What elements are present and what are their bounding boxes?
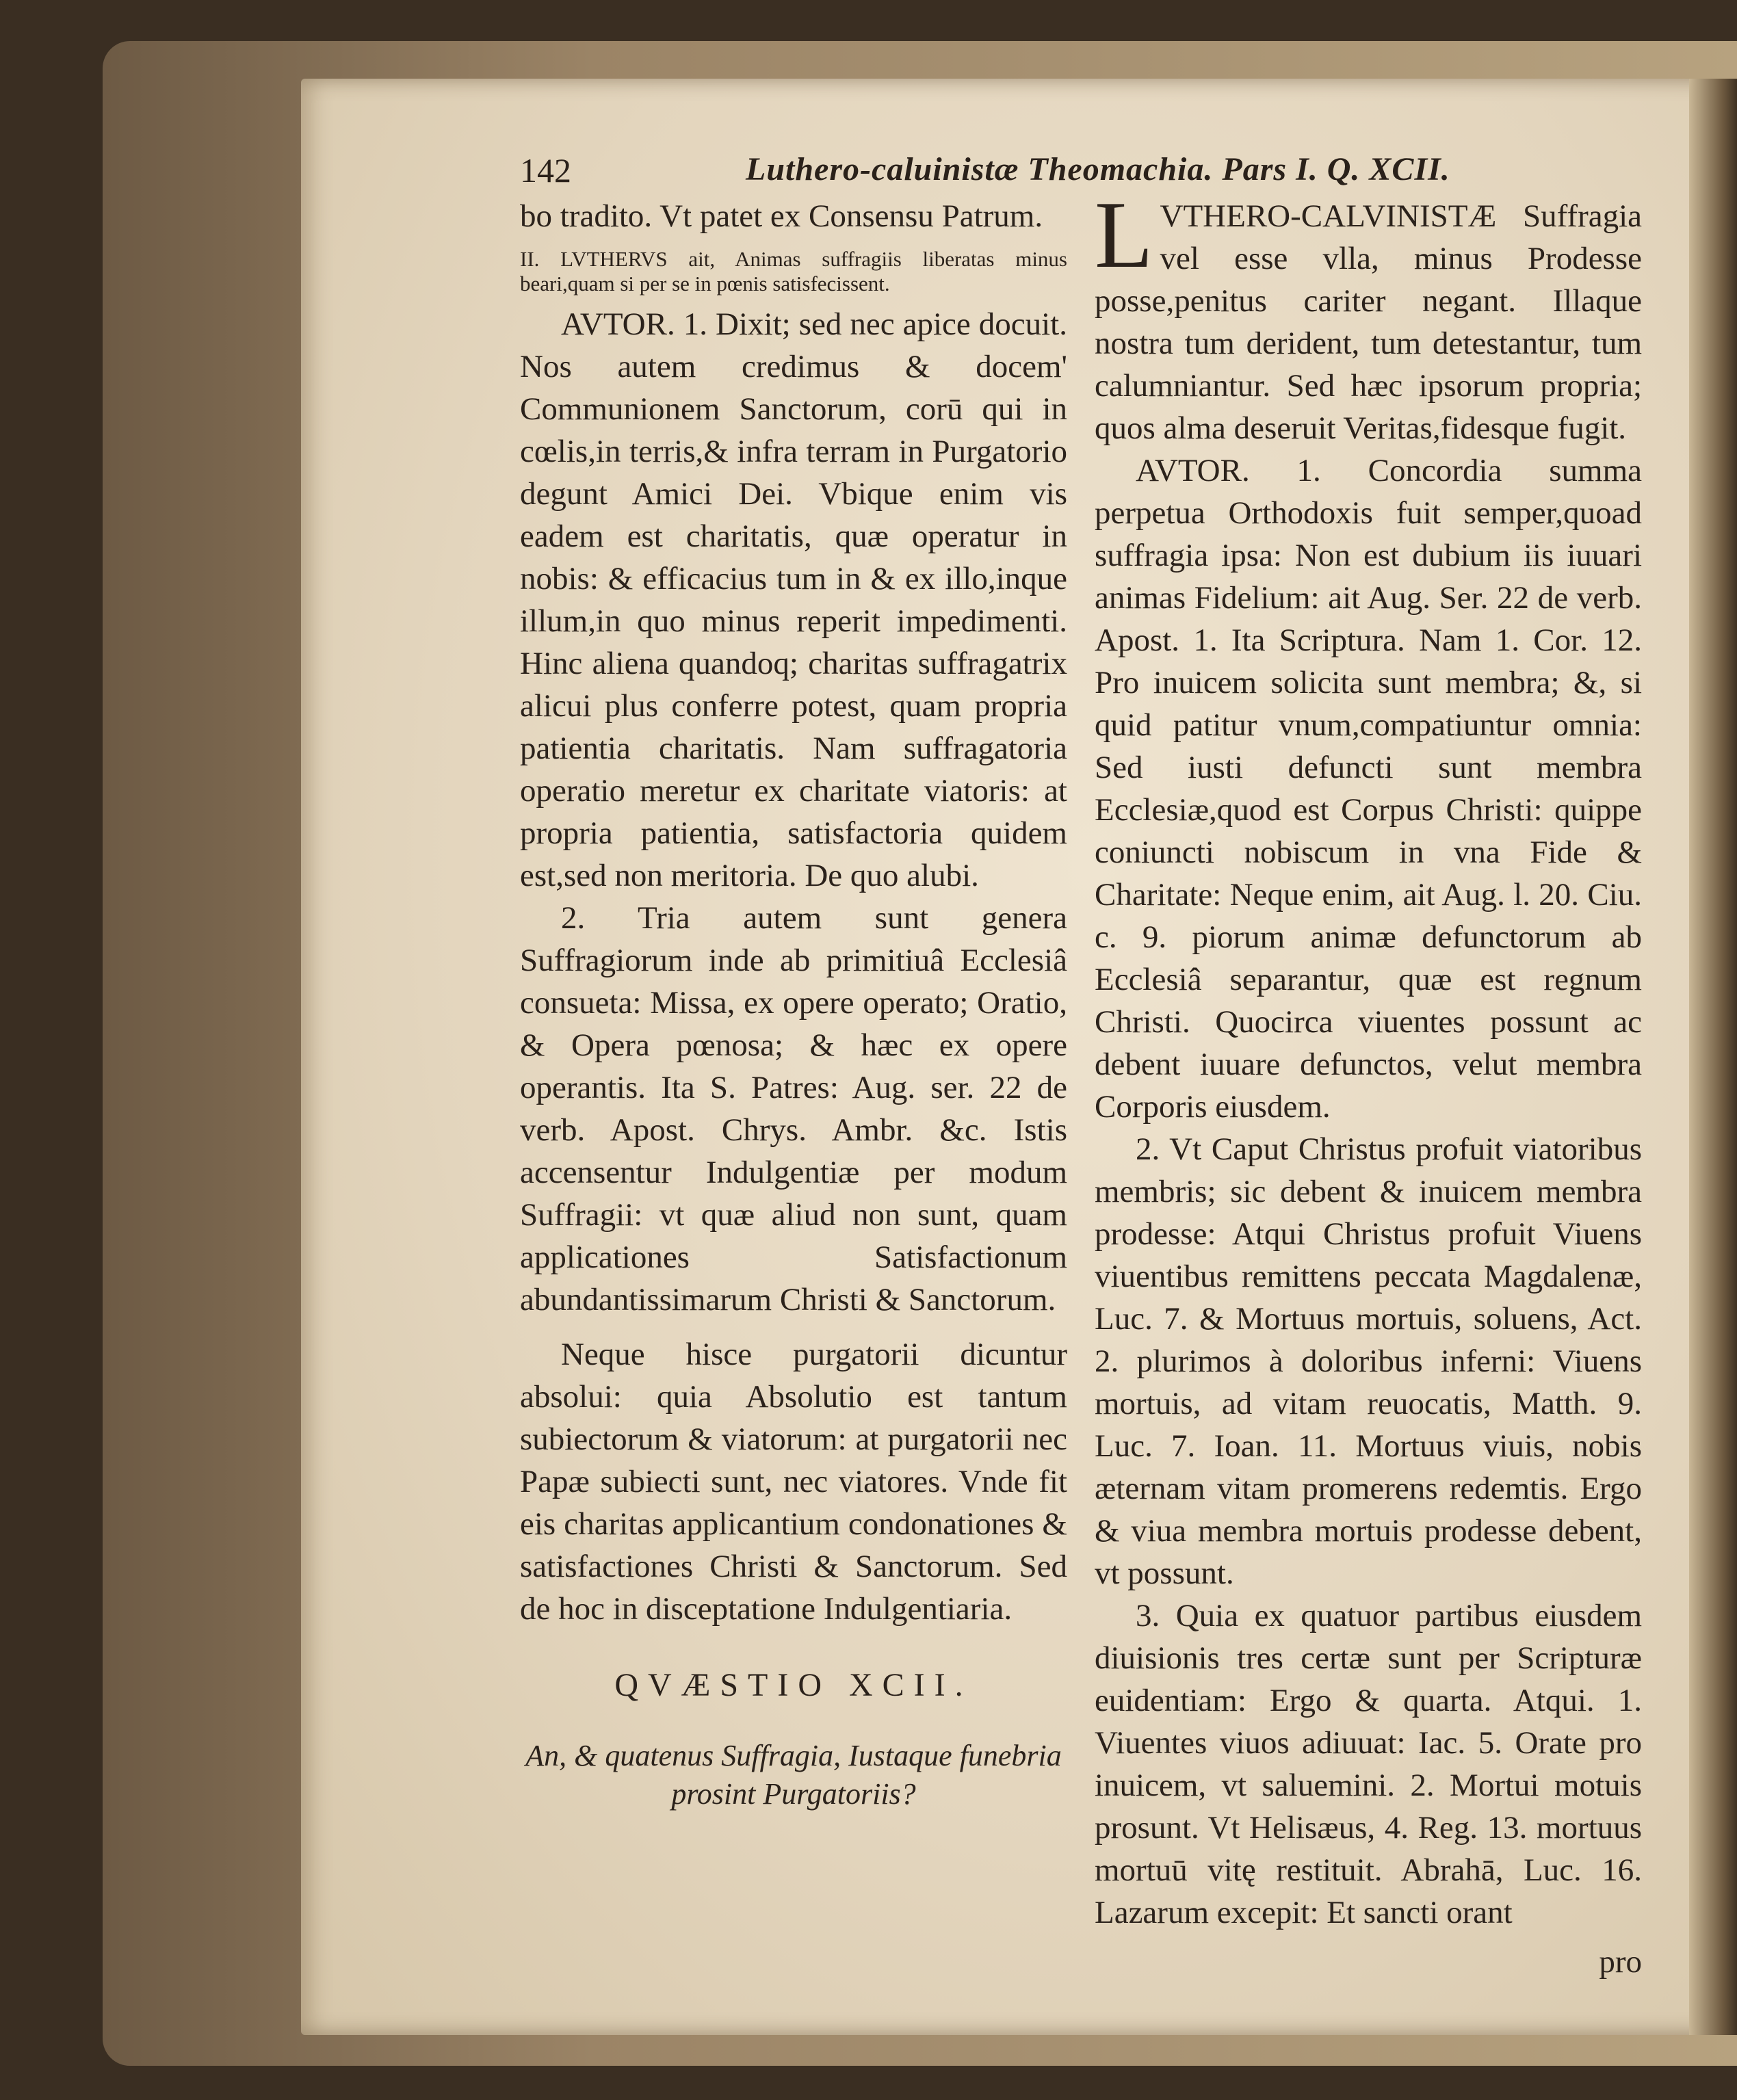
right-point-3: 3. Quia ex quatuor partibus eiusdem diuisionis tres certæ sunt per Scripturæ euidentiam: Ergo & quarta. Atqui. 1. Viuentes viuos adiuuat: Iac. 5. Orate pro inuicem, vt saluemini. 2. Mortui motuis prosunt. Vt Helisæus, 4. Reg. 13. mortuus mortuū vitę restituit. Abrahā, Luc. 16. Lazarum excepit: Et sancti orant	[1095, 1598, 1642, 1930]
right-opening-paragraph	[1095, 182, 1642, 449]
left-neque-paragraph: Neque hisce purgatorii dicuntur absolui: quia Absolutio est tantum subiectorum & viatorum: at purgatorii nec Papæ subiecti sunt, nec viatores. Vnde fit eis charitas applicantium condonationes & satisfactiones Christi & Sanctorum. Sed de hoc in disceptatione Indulgentiaria.	[520, 1337, 1067, 1627]
left-column	[520, 195, 1067, 1843]
right-opening-text: VTHERO-CALVINISTÆ Suffragia vel esse vlla, minus Prodesse posse,penitus cariter negant. Illaque nostra tum derident, tum detestantur, tum calumniantur. Sed hæc ipsorum propria; quos alma deseruit Veritas,fidesque fugit.	[1095, 198, 1642, 446]
left-autor-paragraph: AVTOR. 1. Dixit; sed nec apice docuit. Nos autem credimus & docem' Communionem Sanctorum, corū qui in cœlis,in terris,& infra terram in Purgatorio degunt Amici Dei. Vbique enim vis eadem est charitatis, quæ operatur in nobis: & efficacius tum in & ex illo,inque illum,in quo minus reperit impedimenti. Hinc aliena quandoq; charitas suffragatrix alicui plus conferre potest, quam propria patientia charitatis. Nam suffragatoria operatio meretur ex charitate viatoris: at propria patientia, satisfactoria quidem est,sed non meritoria. De quo alubi.	[520, 306, 1067, 893]
luther-objection: II. LVTHERVS ait, Animas suffragiis liberatas minus beari,quam si per se in pœnis satisfecissent.	[520, 247, 1067, 296]
page-number: 142	[520, 151, 571, 189]
left-intro: bo tradito. Vt patet ex Consensu Patrum.	[520, 198, 1043, 234]
running-title: Luthero-caluinistæ Theomachia. Pars I. Q. XCII.	[746, 151, 1450, 187]
right-autor-paragraph: AVTOR. 1. Concordia summa perpetua Orthodoxis fuit semper,quoad suffragia ipsa: Non est dubium iis iuuari animas Fidelium: ait Aug. Ser. 22 de verb. Apost. 1. Ita Scriptura. Nam 1. Cor. 12. Pro inuicem solicita sunt membra; &, si quid patitur vnum,compatiuntur omnia: Sed iusti defuncti sunt membra Ecclesiæ,quod est Corpus Christi: quippe coniuncti nobiscum in vna Fide & Charitate: Neque enim, ait Aug. l. 20. Ciu. c. 9. piorum animæ defunctorum ab Ecclesiâ separantur, quæ est regnum Christi. Quocirca viuentes possunt ac debent iuuare defunctos, velut membra Corporis eiusdem.	[1095, 453, 1642, 1125]
catchword: pro	[1599, 1944, 1642, 1980]
drop-cap-initial: L	[1095, 182, 1153, 288]
page-gutter	[1689, 79, 1737, 2035]
page-header	[520, 150, 1662, 192]
question-title: QVÆSTIO XCII.	[614, 1667, 973, 1703]
question-subtitle: An, & quatenus Suffragia, Iustaque funebria prosint Purgatoriis?	[525, 1739, 1062, 1811]
right-point-2: 2. Vt Caput Christus profuit viatoribus membris; sic debent & inuicem membra prodesse: Atqui Christus profuit Viuens viuentibus remittens peccata Magdalenæ, Luc. 7. & Mortuus mortuis, soluens, Act. 2. plurimos à doloribus inferni: Viuens mortuis, ad vitam reuocatis, Matth. 9. Luc. 7. Ioan. 11. Mortuus viuis, nobis æternam vitam promerens redemtis. Ergo & viua membra mortuis prodesse debent, vt possunt.	[1095, 1131, 1642, 1591]
left-point-2: 2. Tria autem sunt genera Suffragiorum inde ab primitiuâ Ecclesiâ consueta: Missa, ex opere operato; Oratio, & Opera pœnosa; & hæc ex opere operantis. Ita S. Patres: Aug. ser. 22 de verb. Apost. Chrys. Ambr. &c. Istis accensentur Indulgentiæ per modum Suffragii: vt quæ aliud non sunt, quam applicationes Satisfactionum abundantissimarum Christi & Sanctorum.	[520, 900, 1067, 1317]
right-column	[1095, 182, 1642, 1983]
